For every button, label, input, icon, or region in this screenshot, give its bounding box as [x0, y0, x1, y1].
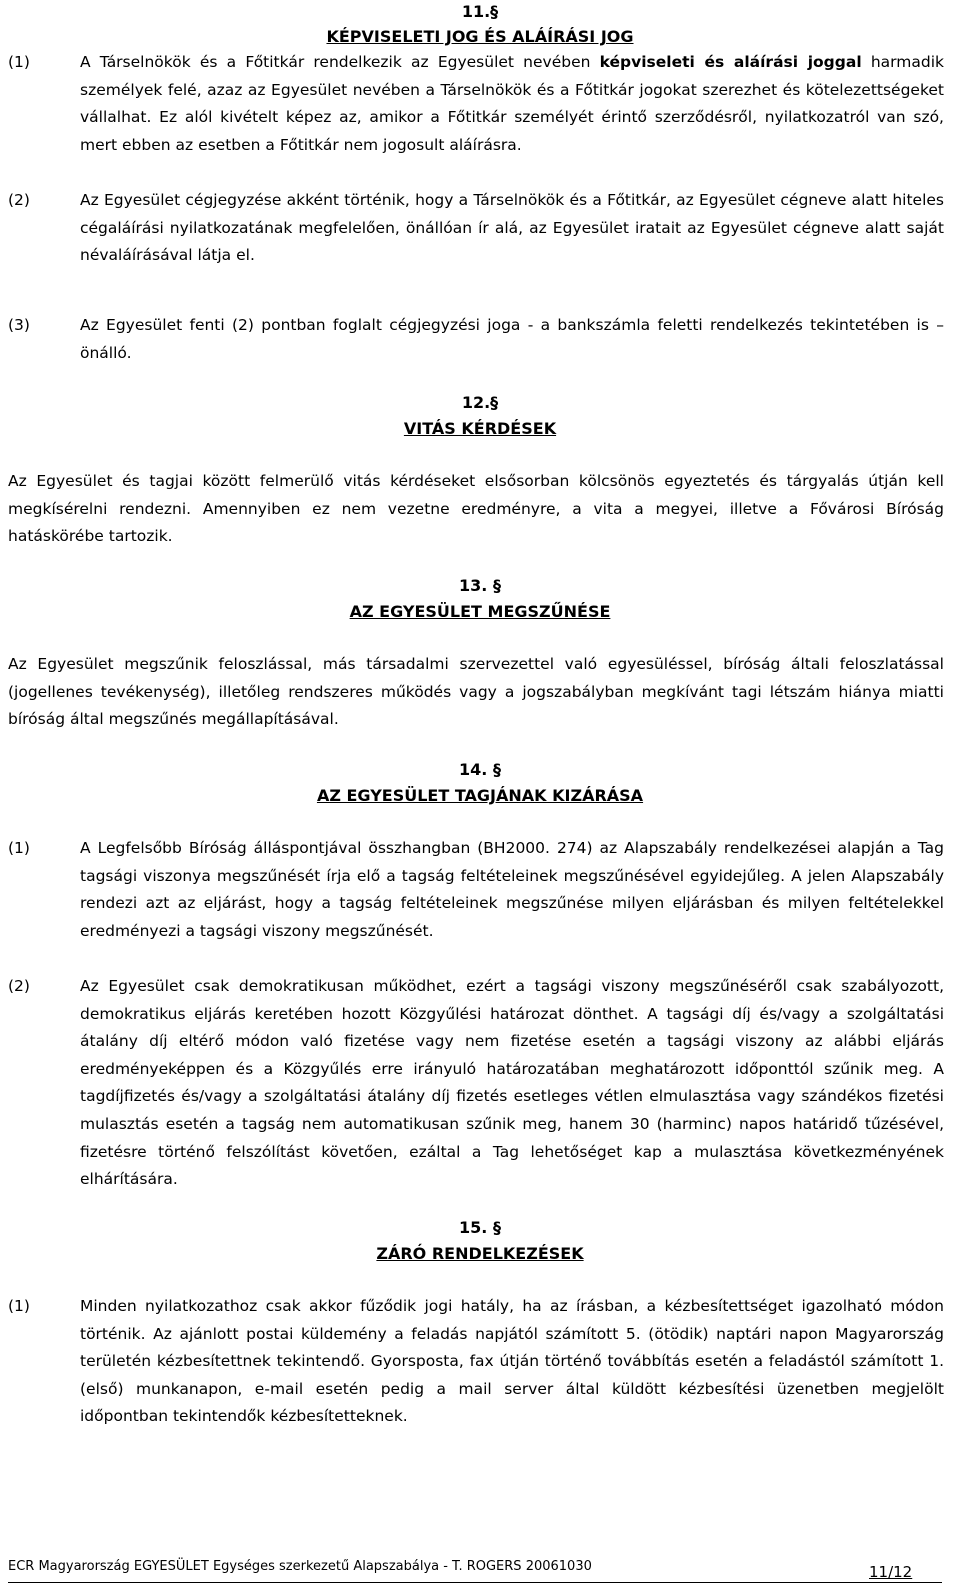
paragraph-number: (1)	[8, 53, 30, 71]
section-title: AZ EGYESÜLET TAGJÁNAK KIZÁRÁSA	[316, 786, 644, 805]
section-number: 14. §	[459, 760, 501, 779]
paragraph-text: Az Egyesület csak demokratikusan működhet, ezért a tagsági viszony megszűnéséről csak szabályozott, demokratikus eljárás keretében hozott Közgyűlési határozat dönthet. A tagsági díj és/vagy a szolgáltatási átalány díj eltérő módon való fizetése vagy nem fizetése esetén a tagsági viszony az alábbi eljárás eredményeképpen és a Közgyűlés erre irányuló határozatában meghatározott időponttól szűnik meg. A tagdíjfizetés és/vagy a szolgáltatási átalány díj fizetés esetleges vétlen elmulasztása vagy szándékos fizetési mulasztás esetén a tagság nem automatikusan szűnik meg, hanem 30 (harminc) napos határidő tűzésével, fizetésre történő felszólítást követően, ezáltal a Tag lehetőséget kap a mulasztása következményének elhárítására.	[80, 977, 944, 1189]
paragraph-number: (2)	[8, 977, 30, 995]
paragraph-number: (3)	[8, 316, 30, 334]
paragraph-text: Minden nyilatkozathoz csak akkor fűződik jogi hatály, ha az írásban, a kézbesítettséget igazolható módon történik. Az ajánlott postai küldemény a feladás napjától számított 5. (ötödik) naptári napon Magyarország területén kézbesítettnek tekintendő. Gyorsposta, fax útján történő továbbítás esetén a feladástól számított 1. (első) munkanapon, e-mail esetén pedig a mail server által küldött kézbesítési üzenetben megjelölt időpontban tekintendők kézbesítetteknek.	[80, 1297, 944, 1426]
bold-phrase: képviseleti és aláírási joggal	[599, 53, 862, 71]
section-title: ZÁRÓ RENDELKEZÉSEK	[376, 1244, 584, 1263]
paragraph-text: Az Egyesület fenti (2) pontban foglalt cégjegyzési joga - a bankszámla feletti rendelkezés tekintetében is – önálló.	[80, 316, 944, 362]
paragraph-number: (1)	[8, 839, 30, 857]
paragraph-text: A Legfelsőbb Bíróság álláspontjával összhangban (BH2000. 274) az Alapszabály rendelkezései alapján a Tag tagsági viszonya megszűnését írja elő a tagság feltételeinek megszűnésével egyidejűleg. A jelen Alapszabály rendezi azt az eljárást, hogy a tagság feltételeinek megszűnése milyen eljárásban és milyen feltételekkel eredményezi a tagsági viszony megszűnését.	[80, 839, 944, 940]
footer-document-title: ECR Magyarország EGYESÜLET Egységes szerkezetű Alapszabálya - T. ROGERS 20061030	[8, 1559, 592, 1574]
paragraph-text: A Társelnökök és a Főtitkár rendelkezik az Egyesület nevében képviseleti és aláírási joggal harmadik személyek felé, azaz az Egyesület nevében a Társelnökök és a Főtitkár jogokat szerezhet és kötelezettségeket vállalhat. Ez alól kivételt képez az, amikor a Főtitkár személyét érintő szerződésről, nyilatkozatról van szó, mert ebben az esetben a Főtitkár nem jogosult aláírásra.	[80, 53, 944, 154]
section-number: 12.§	[461, 393, 499, 412]
section-number: 15. §	[459, 1218, 501, 1237]
section-title: AZ EGYESÜLET MEGSZŰNÉSE	[349, 602, 611, 621]
section-number: 13. §	[459, 576, 501, 595]
section-number: 11.§	[461, 2, 499, 21]
section-title: VITÁS KÉRDÉSEK	[403, 419, 557, 438]
footer-rule	[8, 1582, 942, 1583]
section-title: KÉPVISELETI JOG ÉS ALÁÍRÁSI JOG	[326, 27, 634, 46]
page-number: 11/12	[869, 1563, 913, 1581]
paragraph-number: (1)	[8, 1297, 30, 1315]
paragraph-text: Az Egyesület cégjegyzése akként történik, hogy a Társelnökök és a Főtitkár, az Egyesület cégneve alatt hiteles cégaláírási nyilatkozatának megfelelően, önállóan ír alá, az Egyesület iratait az Egyesület cégneve alatt saját névaláírásával látja el.	[80, 191, 944, 265]
paragraph-number: (2)	[8, 191, 30, 209]
paragraph-text: Az Egyesület megszűnik feloszlással, más társadalmi szervezettel való egyesüléssel, bíróság általi feloszlatással (jogellenes tevékenység), illetőleg rendszeres működés vagy a jogszabályban megkívánt tagi létszám hiánya miatti bíróság által megszűnés megállapításával.	[8, 655, 944, 729]
paragraph-text: Az Egyesület és tagjai között felmerülő vitás kérdéseket elsősorban kölcsönös egyeztetés és tárgyalás útján kell megkísérelni rendezni. Amennyiben ez nem vezetne eredményre, a vita a megyei, illetve a Fővárosi Bíróság hatáskörébe tartozik.	[8, 472, 944, 546]
